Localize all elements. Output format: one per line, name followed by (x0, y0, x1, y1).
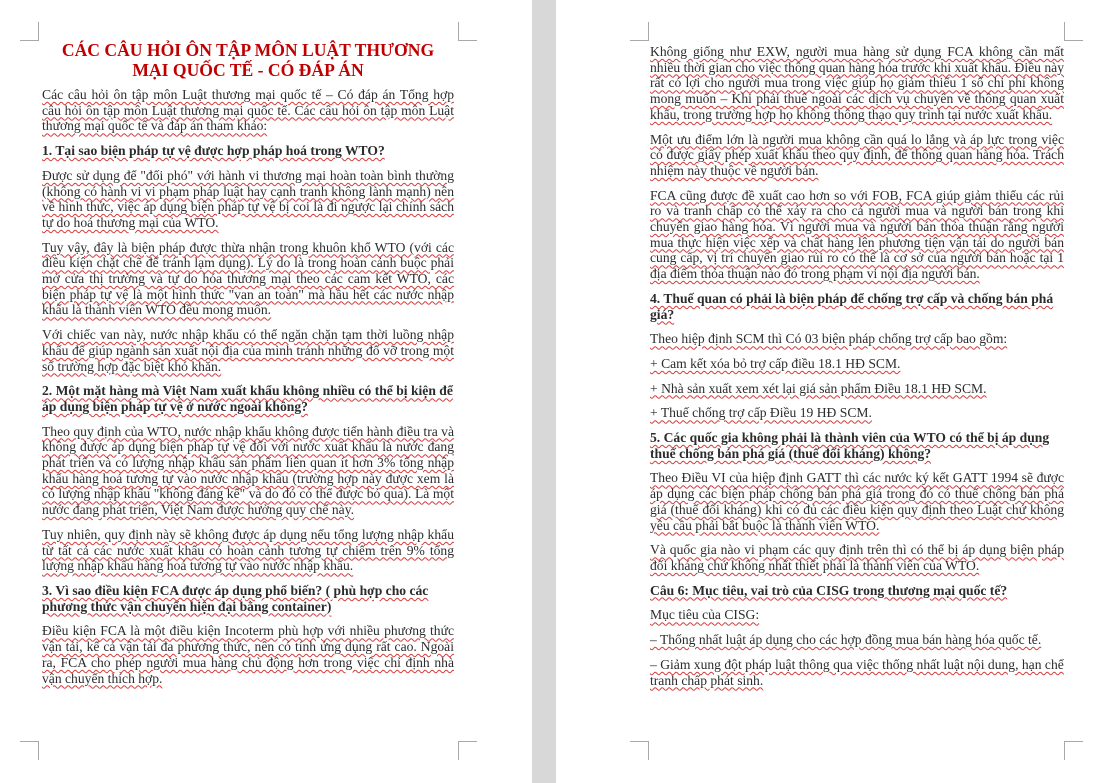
answer-paragraph: Theo Điều VI của hiệp định GATT thì các nước ký kết GATT 1994 sẽ được áp dụng các biện pháp chống bán phá giá trong đó có thuế chống bán phá giá (thuế đối kháng) khi có đủ các điều kiện quy định theo Luật chứ không yêu cầu phải bắt buộc là thành viên WTO. (650, 470, 1064, 533)
answer-paragraph: Được sử dụng để "đối phó" với hành vi thương mại hoàn toàn bình thường (không có hành vi vi phạm pháp luật hay cạnh tranh không lành mạnh) nên về hình thức, việc áp dụng biện pháp tự vệ bị coi là đi ngược lại chính sách tự do hoá thương mại của WTO. (42, 167, 454, 230)
list-item: – Giảm xung đột pháp luật thông qua việc thống nhất luật nội dung, hạn chế tranh chấp phát sinh. (650, 656, 1064, 688)
question-heading: Câu 6: Mục tiêu, vai trò của CISG trong thương mại quốc tế? (650, 582, 1008, 598)
answer-paragraph: FCA cũng được đề xuất cao hơn so với FOB, FCA giúp giảm thiểu các rủi ro và tranh chấp có thể xảy ra cho cả người mua và người bán trong khi chuyển giao hàng hóa. Vì người mua và người bán thỏa thuận rằng người mua thực hiện việc xếp và chất hàng lên phương tiện vận tải do người bán cung cấp, vị trí chuyển giao rủi ro có thể là cơ sở của người bán hoặc tại 1 địa điểm thỏa thuận nào đó trong phạm vi nội địa người bán. (650, 187, 1064, 282)
question-heading: 3. Vì sao điều kiện FCA được áp dụng phổ biến? ( phù hợp cho các phương thức vận chuyển hiện đại bằng container) (42, 582, 429, 614)
page-body[interactable] (650, 44, 1064, 697)
crop-mark-top-right (458, 22, 477, 41)
question-heading: 5. Các quốc gia không phải là thành viên của WTO có thể bị áp dụng thuế chống bán phá giá (thuế đối kháng) không? (650, 430, 1050, 461)
question-heading: 4. Thuế quan có phải là biện pháp để chống trợ cấp và chống bán phá giá? (650, 290, 1054, 322)
document-page-left (0, 0, 532, 783)
crop-mark-top-right (1064, 22, 1083, 41)
answer-paragraph: Một ưu điểm lớn là người mua không cần quá lo lắng và áp lực trong việc có được giấy phép xuất khẩu theo quy định, để thông quan hàng hóa. Trách nhiệm này thuộc về người bán. (650, 131, 1064, 178)
list-item: + Thuế chống trợ cấp Điều 19 HĐ SCM. (650, 405, 872, 421)
list-item: + Nhà sản xuất xem xét lại giá sản phẩm Điều 18.1 HĐ SCM. (650, 380, 987, 396)
answer-paragraph: Tuy nhiên, quy định này sẽ không được áp dụng nếu tổng lượng nhập khẩu từ tất cả các nước xuất khẩu có hoàn cảnh tương tự chiếm trên 9% tổng lượng nhập khẩu hàng hoá tương tự vào nước nhập khẩu. (42, 526, 454, 574)
answer-paragraph: Không giống như EXW, người mua hàng sử dụng FCA không cần mất nhiều thời gian cho việc thông quan hàng hóa trước khi xuất khẩu. Điều này rất có lợi cho người mua trong việc giúp họ giảm thiểu 1 số chi phí không mong muốn – Khi phải thuê ngoài các dịch vụ chuyên về thông quan xuất khẩu, trong trường hợp họ không thông thạo quy trình tại nước xuất khẩu. (650, 44, 1064, 122)
crop-mark-bottom-right (1064, 741, 1083, 760)
answer-paragraph: Mục tiêu của CISG: (650, 607, 760, 623)
page-gap (532, 0, 556, 783)
answer-paragraph: Tuy vậy, đây là biện pháp được thừa nhận trong khuôn khổ WTO (với các điều kiện chặt chẽ để tránh lạm dụng). Lý do là trong hoàn cảnh buộc phải mở cửa thị trường và tự do hóa thương mại theo các cam kết WTO, các biện pháp tự vệ là một hình thức "van an toàn" mà hầu hết các nước nhập khẩu là thành viên WTO đều mong muốn. (42, 239, 454, 318)
answer-paragraph: Theo quy định của WTO, nước nhập khẩu không được tiến hành điều tra và không được áp dụng biện pháp tự vệ đối với nước xuất khẩu là nước đang phát triển và có lượng nhập khẩu sản phẩm liên quan ít hơn 3% tổng nhập khẩu hàng hoá tương tự vào nước nhập khẩu (trường hợp này được xem là có lượng nhập khẩu "không đáng kể" và do đó có thể được bỏ qua). Là một nước đang phát triển, Việt Nam được hưởng quy chế này. (42, 423, 454, 518)
list-item: + Cam kết xóa bỏ trợ cấp điều 18.1 HĐ SCM. (650, 355, 901, 371)
crop-mark-top-left (20, 22, 39, 41)
intro-paragraph: Các câu hỏi ôn tập môn Luật thương mại quốc tế – Có đáp án Tổng hợp câu hỏi ôn tập môn Luật thương mại quốc tế. Các câu hỏi ôn tập môn Luật thương mại quốc tế và đáp án tham khảo: (42, 87, 454, 134)
crop-mark-bottom-right (458, 741, 477, 760)
answer-paragraph: Và quốc gia nào vi phạm các quy định trên thì có thể bị áp dụng biện pháp đối kháng chứ không nhất thiết phải là thành viên của WTO. (650, 542, 1064, 573)
document-page-right (556, 0, 1108, 783)
answer-paragraph: Điều kiện FCA là một điều kiện Incoterm phù hợp với nhiều phương thức vận tải, kể cả vận tải đa phương thức, nên có tính ứng dụng rất cao. Ngoài ra, FCA cho phép người mua hàng chủ động hơn trong việc chỉ định nhà vận chuyển thích hợp. (42, 623, 454, 686)
list-item: – Thống nhất luật áp dụng cho các hợp đồng mua bán hàng hóa quốc tế. (650, 632, 1042, 648)
crop-mark-bottom-left (20, 741, 39, 760)
answer-paragraph: Theo hiệp định SCM thì Có 03 biện pháp chống trợ cấp bao gồm: (650, 331, 1008, 347)
crop-mark-top-left (630, 22, 649, 41)
page-body[interactable] (42, 40, 454, 695)
question-heading: 2. Một mặt hàng mà Việt Nam xuất khẩu không nhiều có thể bị kiện để áp dụng biện pháp tự vệ ở nước ngoài không? (42, 383, 453, 414)
document-title: CÁC CÂU HỎI ÔN TẬP MÔN LUẬT THƯƠNG MẠI QUỐC TẾ - CÓ ĐÁP ÁN (61, 40, 435, 80)
crop-mark-bottom-left (630, 741, 649, 760)
answer-paragraph: Với chiếc van này, nước nhập khẩu có thể ngăn chặn tạm thời luồng nhập khẩu để giúp ngành sản xuất nội địa của mình tránh những đổ vỡ trong một số trường hợp đặc biệt khó khăn. (42, 327, 454, 374)
question-heading: 1. Tại sao biện pháp tự vệ được hợp pháp hoá trong WTO? (42, 143, 385, 159)
